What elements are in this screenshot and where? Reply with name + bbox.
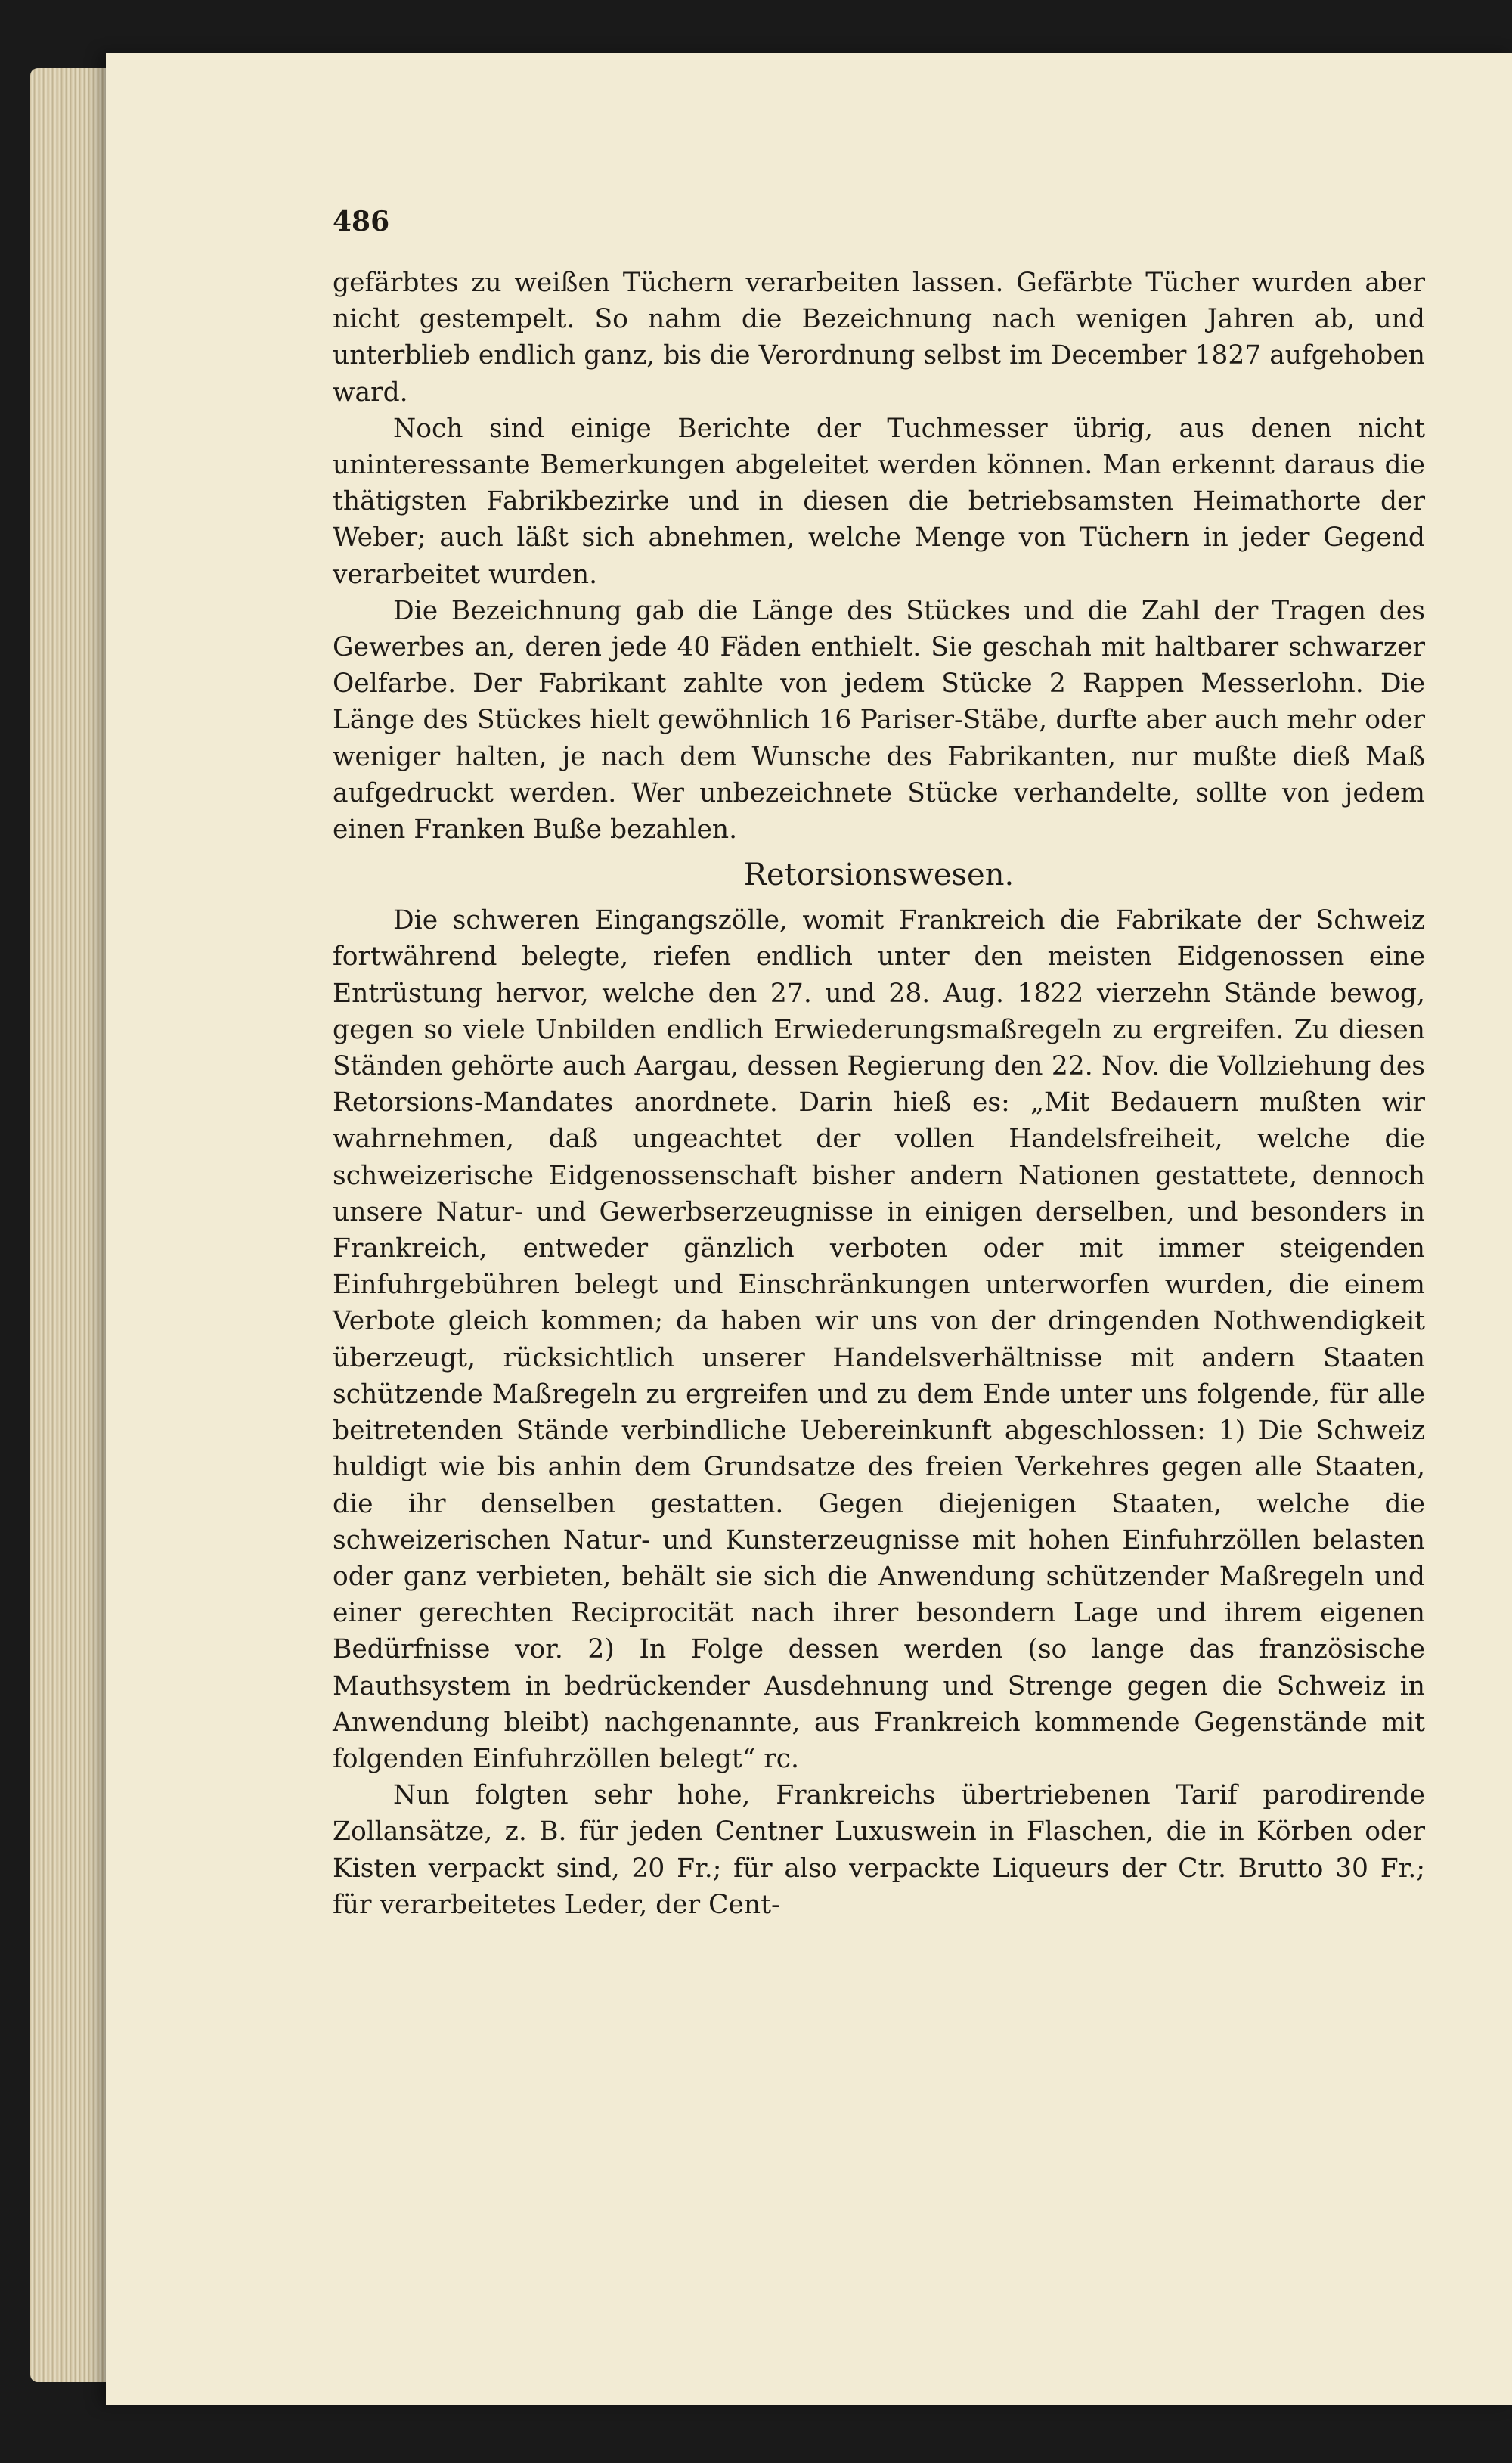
paragraph: Die Bezeichnung gab die Länge des Stückes und die Zahl der Tragen des Gewerbes an, deren jede 40 Fäden enthielt. Sie geschah mit haltbarer schwarzer Oelfarbe. Der Fabrikant zahlte von jedem Stücke 2 Rappen Messerlohn. Die Länge des Stückes hielt gewöhnlich 16 Pariser-Stäbe, durfte aber auch mehr oder weniger halten, je nach dem Wunsche des Fabrikanten, nur mußte dieß Maß aufgedruckt werden. Wer unbezeichnete Stücke verhandelte, sollte von jedem einen Franken Buße bezahlen.: [333, 595, 1425, 845]
paragraph: Die schweren Eingangszölle, womit Frankreich die Fabrikate der Schweiz fortwährend belegte, riefen endlich unter den meisten Eidgenossen eine Entrüstung hervor, welche den 27. und 28. Aug. 1822 vierzehn Stände bewog, gegen so viele Unbilden endlich Erwiederungsmaßregeln zu ergreifen. Zu diesen Ständen gehörte auch Aargau, dessen Regierung den 22. Nov. die Vollziehung des Retorsions-Mandates anordnete. Darin hieß es: „Mit Bedauern mußten wir wahrnehmen, daß ungeachtet der vollen Handelsfreiheit, welche die schweizerische Eidgenossenschaft bisher andern Nationen gestattete, dennoch unsere Natur- und Gewerbserzeugnisse in einigen derselben, und besonders in Frankreich, entweder gänzlich verboten oder mit immer steigenden Einfuhrgebühren belegt und Einschränkungen unterworfen wurden, die einem Verbote gleich kommen; da haben wir uns von der dringenden Nothwendigkeit überzeugt, rücksichtlich unserer Handelsverhältnisse mit andern Staaten schützende Maßregeln zu ergreifen und zu dem Ende unter uns folgende, für alle beitretenden Stände verbindliche Uebereinkunft abgeschlossen: 1) Die Schweiz huldigt wie bis anhin dem Grundsatze des freien Verkehres gegen alle Staaten, die ihr denselben gestatten. Gegen diejenigen Staaten, welche die schweizerischen Natur- und Kunsterzeugnisse mit hohen Einfuhrzöllen belasten oder ganz verbieten, behält sie sich die Anwendung schützender Maßregeln und einer gerechten Reciprocität nach ihrer besondern Lage und ihrem eigenen Bedürfnisse vor. 2) In Folge dessen werden (so lange das französische Mauthsystem in bedrückender Ausdehnung und Strenge gegen die Schweiz in Anwendung bleibt) nachgenannte, aus Frankreich kommende Gegenstände mit folgenden Einfuhrzöllen belegt“ rc.: [333, 905, 1425, 1774]
paragraph: gefärbtes zu weißen Tüchern verarbeiten lassen. Gefärbte Tücher wurden aber nicht gestempelt. So nahm die Bezeichnung nach wenigen Jahren ab, und unterblieb endlich ganz, bis die Verordnung selbst im December 1827 aufgehoben ward.: [333, 268, 1425, 408]
section-heading: Retorsionswesen.: [743, 858, 1015, 893]
paragraph: Noch sind einige Berichte der Tuchmesser übrig, aus denen nicht uninteressante Bemerkungen abgeleitet werden können. Man erkennt daraus die thätigsten Fabrikbezirke und in diesen die betriebsamsten Heimathorte der Weber; auch läßt sich abnehmen, welche Menge von Tüchern in jeder Gegend verarbeitet wurden.: [333, 413, 1425, 590]
page-number: 486: [333, 206, 390, 237]
page-body: [333, 265, 1425, 1923]
paragraph: Nun folgten sehr hohe, Frankreichs übertriebenen Tarif parodirende Zollansätze, z. B. für jeden Centner Luxuswein in Flaschen, die in Körben oder Kisten verpackt sind, 20 Fr.; für also verpackte Liqueurs der Ctr. Brutto 30 Fr.; für verarbeitetes Leder, der Cent-: [333, 1780, 1425, 1920]
